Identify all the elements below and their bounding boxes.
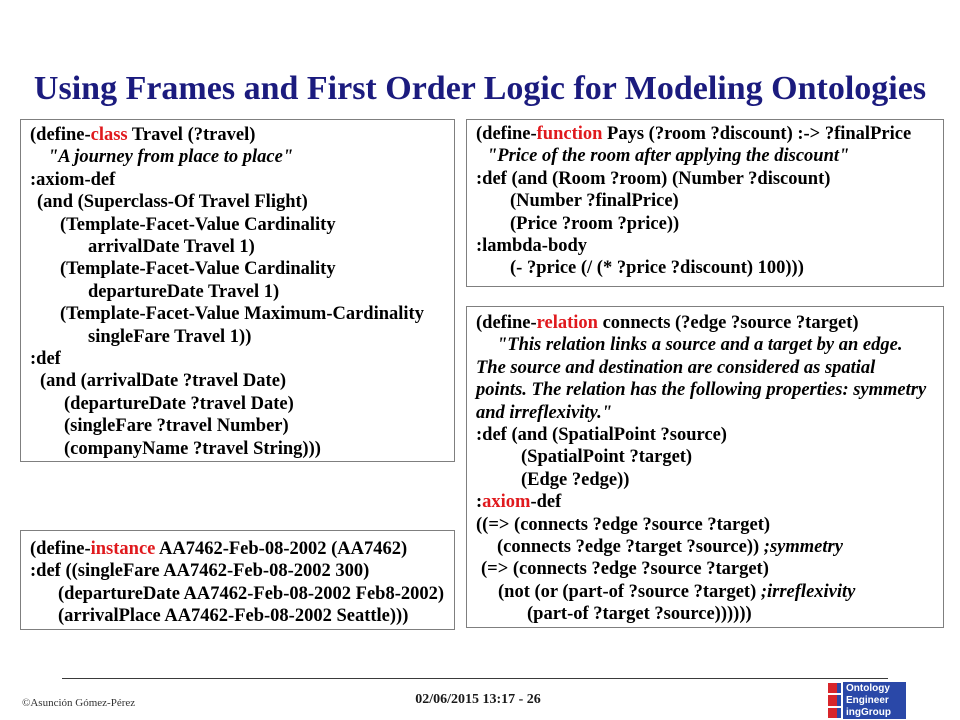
code-text: (singleFare ?travel Number) [64, 416, 289, 437]
code-text: (define- [30, 539, 91, 559]
footer-date-page-number: 02/06/2015 13:17 - 26 [415, 692, 541, 707]
code-text: AA7462-Feb-08-2002 (AA7462) [155, 539, 408, 559]
code-text: :def (and (Room ?room) (Number ?discount) [476, 168, 831, 189]
footer-author: ©Asunción Gómez-Pérez [22, 697, 136, 709]
code-text: (SpatialPoint ?target) [521, 447, 693, 468]
code-line [21, 281, 454, 303]
code-text: (and (Superclass-Of Travel Flight) [37, 192, 308, 213]
code-line [467, 424, 943, 446]
code-text: :axiom-def [30, 169, 116, 190]
code-line [467, 123, 943, 145]
documentation-text: points. The relation has the following properties: symmetry [476, 380, 927, 401]
code-text: (arrivalPlace AA7462-Feb-08-2002 Seattle))) [58, 606, 409, 627]
code-line [467, 235, 943, 257]
code-line [467, 213, 943, 235]
code-line [21, 348, 454, 370]
code-line [21, 560, 454, 582]
code-text: (connects ?edge ?target ?source)) [497, 537, 764, 558]
code-line [21, 124, 454, 146]
code-line [21, 326, 454, 348]
code-text: (define- [30, 125, 91, 145]
documentation-text: "A journey from place to place" [48, 147, 294, 168]
code-text: (departureDate AA7462-Feb-08-2002 Feb8-2002) [58, 583, 445, 604]
code-text: :def (and (SpatialPoint ?source) [476, 425, 727, 446]
code-text: (not (or (part-of ?source ?target) [498, 581, 761, 602]
code-text: Travel (?travel) [127, 125, 256, 145]
oeg-logo [828, 682, 906, 719]
logo-text: ingGroup [846, 707, 891, 718]
code-line [467, 379, 943, 401]
code-text: ((=> (connects ?edge ?source ?target) [476, 514, 771, 535]
code-text: :lambda-body [476, 236, 588, 257]
code-line [467, 168, 943, 190]
code-line [21, 538, 454, 560]
code-text: (define- [476, 124, 537, 144]
slide-title: Using Frames and First Order Logic for Modeling Ontologies [33, 70, 927, 107]
code-line [21, 169, 454, 191]
code-line [21, 303, 454, 325]
code-line [467, 514, 943, 536]
code-text: (companyName ?travel String))) [64, 438, 321, 459]
code-line [467, 581, 943, 603]
code-text: (Edge ?edge)) [521, 469, 630, 490]
code-text: arrivalDate Travel 1) [88, 237, 255, 258]
instance-definition-box [20, 530, 455, 630]
code-line [467, 257, 943, 279]
code-line [21, 214, 454, 236]
code-line [467, 334, 943, 356]
code-text: connects (?edge ?source ?target) [597, 313, 859, 333]
comment-text: ;symmetry [763, 537, 843, 558]
documentation-text: and irreflexivity." [476, 402, 612, 423]
code-text: (and (arrivalDate ?travel Date) [40, 371, 287, 392]
code-text: (Template-Facet-Value Maximum-Cardinality [60, 304, 424, 325]
code-text: (Number ?finalPrice) [510, 191, 679, 212]
code-text: (Price ?room ?price)) [510, 213, 680, 234]
code-text: :def [30, 349, 61, 370]
code-line [21, 438, 454, 460]
code-text: (- ?price (/ (* ?price ?discount) 100))) [510, 258, 804, 279]
documentation-text: "Price of the room after applying the discount" [487, 146, 850, 167]
keyword-text: axiom [482, 492, 531, 513]
code-line [467, 190, 943, 212]
code-line [467, 469, 943, 491]
code-line [467, 357, 943, 379]
code-line [467, 446, 943, 468]
function-definition-box [466, 119, 944, 287]
comment-text: ;irreflexivity [760, 581, 856, 602]
code-text: : [476, 492, 483, 513]
code-line [21, 191, 454, 213]
code-line [21, 393, 454, 415]
code-text: Pays (?room ?discount) :-> ?finalPrice [602, 124, 912, 144]
code-line [467, 558, 943, 580]
code-line [467, 603, 943, 625]
keyword-text: class [90, 125, 128, 145]
code-line [21, 415, 454, 437]
code-text: (=> (connects ?edge ?source ?target) [481, 559, 769, 580]
code-text: -def [530, 492, 562, 513]
documentation-text: The source and destination are considered as spatial [476, 357, 876, 378]
relation-definition-box [466, 306, 944, 628]
code-line [467, 536, 943, 558]
code-line [467, 312, 943, 334]
code-text: (Template-Facet-Value Cardinality [60, 259, 336, 280]
code-line [467, 491, 943, 513]
code-line [21, 236, 454, 258]
footer-divider [62, 678, 888, 679]
code-text: (departureDate ?travel Date) [64, 393, 294, 414]
code-line [21, 583, 454, 605]
code-line [21, 605, 454, 627]
keyword-text: instance [90, 539, 156, 559]
keyword-text: function [536, 124, 603, 144]
code-line [467, 402, 943, 424]
code-text: (define- [476, 313, 537, 333]
code-text: departureDate Travel 1) [88, 281, 280, 302]
documentation-text: "This relation links a source and a target by an edge. [497, 335, 903, 356]
code-line [21, 146, 454, 168]
code-line [21, 258, 454, 280]
code-text: (Template-Facet-Value Cardinality [60, 214, 336, 235]
logo-mark-icon [828, 682, 843, 719]
logo-wordmark [843, 682, 906, 719]
code-text: singleFare Travel 1)) [88, 326, 252, 347]
code-text: (part-of ?target ?source)))))) [527, 604, 752, 625]
keyword-text: relation [536, 313, 598, 333]
logo-text: Engineer [846, 695, 889, 706]
code-line [467, 145, 943, 167]
code-text: :def ((singleFare AA7462-Feb-08-2002 300) [30, 561, 370, 582]
class-definition-box [20, 119, 455, 462]
code-line [21, 370, 454, 392]
logo-text: Ontology [846, 683, 890, 694]
